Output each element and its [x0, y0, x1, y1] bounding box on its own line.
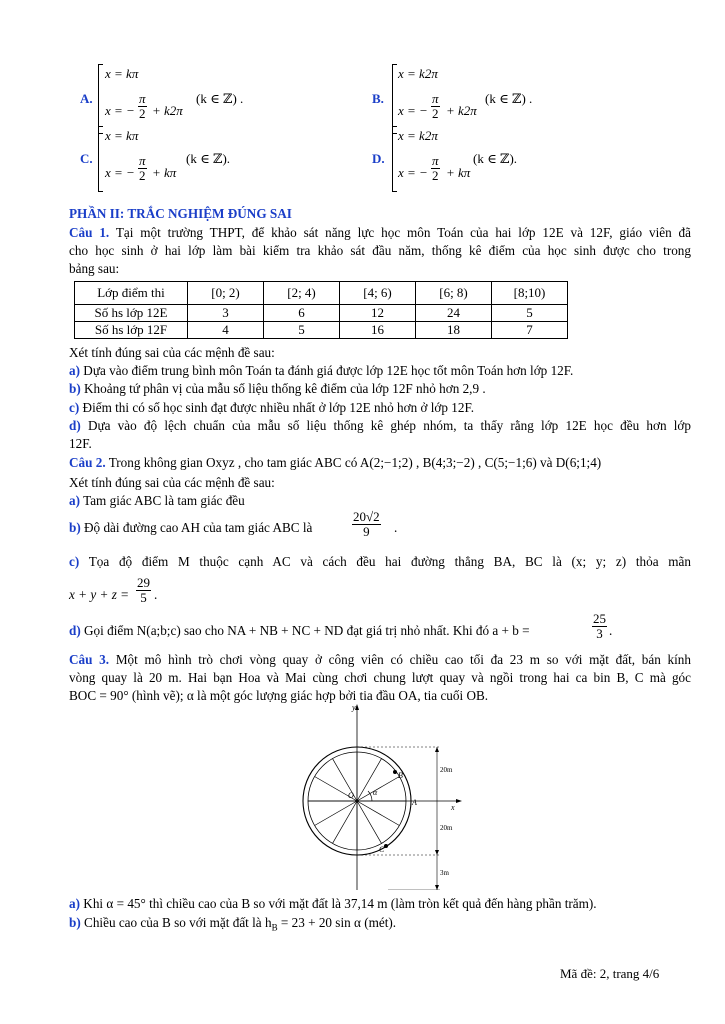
option-b-line1: x = k2π	[398, 66, 438, 81]
label-3m: 3m	[440, 869, 449, 877]
option-c-line1: x = kπ	[105, 128, 139, 143]
score-table	[74, 281, 568, 339]
q2-statement-a: a) Tam giác ABC là tam giác đều	[69, 493, 245, 508]
cabin-c	[384, 844, 388, 848]
q1-text-1: Câu 1. Tại một trường THPT, để khảo sát năng lực học môn Toán của hai lớp 12E và 12F, giáo viên đã	[69, 225, 692, 240]
q3-statement-a: a) Khi α = 45° thì chiều cao của B so với mặt đất là 37,14 m (làm tròn kết quả đến hàng phần trăm).	[69, 896, 597, 911]
q1-label: Câu 1.	[69, 225, 110, 240]
q1-statement-d-cont: 12F.	[69, 436, 92, 451]
table-row	[75, 322, 568, 339]
q1-text-3: bảng sau:	[69, 261, 120, 276]
option-d-line1: x = k2π	[398, 128, 438, 143]
option-b-label: B.	[372, 91, 384, 106]
q3-text-2: vòng quay là 20 m. Hai bạn Hoa và Mai cùng chơi chung lượt quay và ngồi trong hai ca bin B, C mà góc	[69, 670, 691, 685]
table-cell: 7	[492, 322, 568, 339]
label-y: y	[352, 703, 356, 712]
q2-statement-b: b) Độ dài đường cao AH của tam giác ABC là	[69, 520, 313, 535]
option-a-bracket	[98, 64, 103, 134]
q2-prompt: Xét tính đúng sai của các mệnh đề sau:	[69, 475, 275, 490]
table-header-cell: [8;10)	[492, 282, 568, 305]
table-header-cell: [4; 6)	[340, 282, 416, 305]
option-c-bracket	[98, 126, 103, 192]
table-header-cell: [6; 8)	[416, 282, 492, 305]
table-cell: 5	[492, 305, 568, 322]
cabin-b	[393, 770, 397, 774]
q1-statement-b: b) Khoảng tứ phân vị của mẫu số liệu thống kê điểm của lớp 12F nhỏ hơn 2,9 .	[69, 381, 486, 396]
y-axis-arrow	[355, 704, 359, 710]
option-a-label: A.	[80, 91, 93, 106]
q3-statement-b: b) Chiều cao của B so với mặt đất là $h_B = 23 + 20$ sin α (mét).	[69, 915, 397, 933]
label-b: B	[398, 771, 403, 780]
label-c: C	[379, 845, 385, 854]
q2-c-fraction: $\frac{29}{5}$	[137, 575, 150, 605]
table-header-cell: [2; 4)	[264, 282, 340, 305]
q3-text-1: Câu 3. Một mô hình trò chơi vòng quay ở công viên có chiều cao tối đa 23 m so với mặt đất, bán kính	[69, 652, 691, 667]
table-cell: 24	[416, 305, 492, 322]
q3-label: Câu 3.	[69, 652, 110, 667]
table-header-cell: Lớp điểm thi	[75, 282, 188, 305]
option-b-bracket	[392, 64, 397, 134]
label-x: x	[451, 803, 455, 812]
q2-d-fraction: $\frac{25}{3}$	[593, 611, 606, 641]
label-20m-top: 20m	[440, 766, 453, 774]
q2-label: Câu 2.	[69, 455, 106, 470]
q2-statement-d: d) Gọi điểm N(a;b;c) sao cho NA + NB + NC + ND đạt giá trị nhỏ nhất. Khi đó a + b =	[69, 623, 530, 638]
table-cell: 6	[264, 305, 340, 322]
option-a-line1: x = kπ	[105, 66, 139, 81]
label-alpha: α	[373, 788, 378, 797]
label-a: A	[412, 798, 417, 807]
option-c-label: C.	[80, 151, 93, 166]
option-a-condition: (k ∈ ℤ) .	[196, 91, 244, 106]
q1-statement-c: c) Điểm thi có số học sinh đạt được nhiều nhất ở lớp 12E nhỏ hơn ở lớp 12F.	[69, 400, 475, 415]
label-o: O	[348, 791, 354, 800]
q1-statement-d: d) Dựa vào độ lệch chuẩn của mẫu số liệu thống kê ghép nhóm, ta thấy rằng lớp 12E học đều hơn lớp	[69, 418, 692, 433]
table-cell: 12	[340, 305, 416, 322]
table-cell: 18	[416, 322, 492, 339]
ferris-wheel-figure	[300, 700, 470, 890]
q3-text-3: BOC = 90° (hình vẽ); α là một góc lượng giác hợp bởi tia đầu OA, tia cuối OB.	[69, 688, 489, 703]
page-footer: Mã đề: 2, trang 4/6	[560, 966, 660, 981]
table-header-cell: [0; 2)	[188, 282, 264, 305]
q2-c-equation: x + y + z =	[69, 587, 130, 602]
table-header-row	[75, 282, 568, 305]
section-title: PHẦN II: TRẮC NGHIỆM ĐÚNG SAI	[69, 206, 292, 221]
q1-text-2: cho học sinh ở hai lớp làm bài kiểm tra khảo sát đầu năm, thống kê điểm của học sinh được cho trong	[69, 243, 691, 258]
x-axis-arrow	[456, 799, 462, 803]
table-row	[75, 305, 568, 322]
option-d-condition: (k ∈ ℤ).	[473, 151, 518, 166]
wheel-spokes	[308, 752, 406, 850]
q2-text: Câu 2. Trong không gian Oxyz , cho tam giác ABC có A(2;−1;2) , B(4;3;−2) , C(5;−1;6) và D(6;1;4)	[69, 455, 602, 470]
table-cell: 4	[188, 322, 264, 339]
option-c-condition: (k ∈ ℤ).	[186, 151, 231, 166]
table-cell: Số hs lớp 12F	[75, 322, 188, 339]
option-d-bracket	[392, 126, 397, 192]
q2-statement-c: c) Tọa độ điểm M thuộc cạnh AC và cách đều hai đường thẳng BA, BC là (x; y; z) thỏa mãn	[69, 554, 691, 569]
label-20m-bottom: 20m	[440, 824, 453, 832]
table-cell: Số hs lớp 12E	[75, 305, 188, 322]
option-b-condition: (k ∈ ℤ) .	[485, 91, 533, 106]
table-cell: 3	[188, 305, 264, 322]
q1-prompt: Xét tính đúng sai của các mệnh đề sau:	[69, 345, 275, 360]
q1-statement-a: a) Dựa vào điểm trung bình môn Toán ta đánh giá được lớp 12E học tốt môn Toán hơn lớp 12F.	[69, 363, 574, 378]
option-d-label: D.	[372, 151, 385, 166]
q2-b-fraction: $\frac{20√2}{9}$	[353, 509, 380, 539]
table-cell: 5	[264, 322, 340, 339]
table-cell: 16	[340, 322, 416, 339]
